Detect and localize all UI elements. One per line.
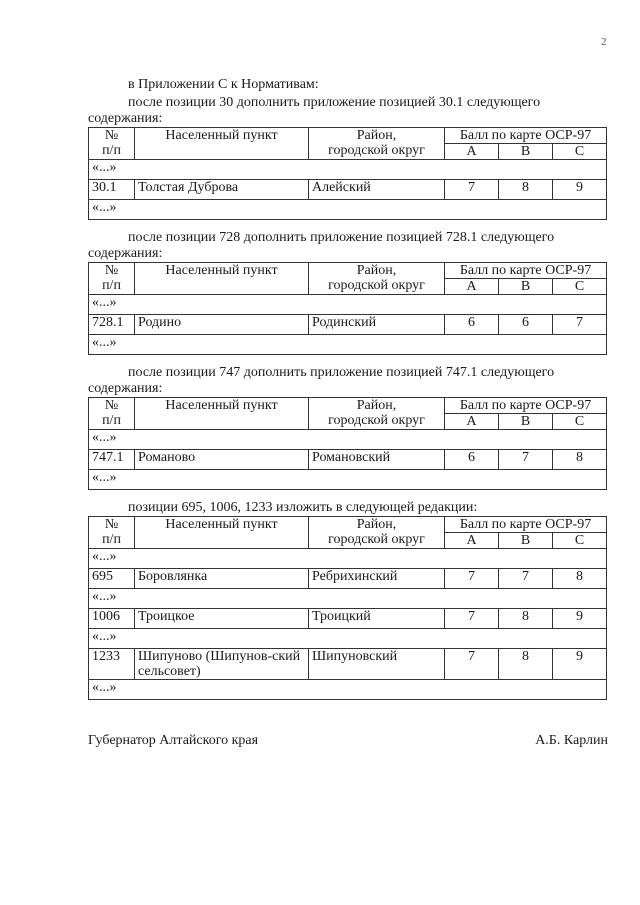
header-district-line2: городской округ bbox=[328, 413, 425, 428]
header-num bbox=[89, 517, 135, 549]
row-place: Шипуново (Шипунов-ский сельсовет) bbox=[135, 649, 309, 680]
header-c: С bbox=[553, 144, 607, 160]
header-num-line2: п/п bbox=[102, 532, 121, 547]
row-num: 1006 bbox=[89, 609, 135, 629]
header-score: Балл по карте ОСР-97 bbox=[445, 398, 607, 414]
row-num: 1233 bbox=[89, 649, 135, 680]
row-score-a: 7 bbox=[445, 569, 499, 589]
header-place: Населенный пункт bbox=[135, 263, 309, 295]
positions-table bbox=[88, 516, 607, 700]
row-place: Толстая Дуброва bbox=[135, 180, 309, 200]
intro-paragraph: в Приложении С к Нормативам: bbox=[128, 77, 319, 92]
header-num bbox=[89, 398, 135, 430]
header-num-line1: № bbox=[104, 517, 119, 532]
row-score-b: 7 bbox=[499, 569, 553, 589]
header-district-line1: Район, bbox=[356, 517, 397, 532]
sections-container bbox=[88, 95, 608, 700]
positions-table bbox=[88, 262, 607, 355]
header-b: В bbox=[499, 414, 553, 430]
header-num bbox=[89, 263, 135, 295]
row-score-b: 8 bbox=[499, 180, 553, 200]
header-c: С bbox=[553, 279, 607, 295]
header-district-line2: городской округ bbox=[328, 278, 425, 293]
header-score: Балл по карте ОСР-97 bbox=[445, 263, 607, 279]
row-score-c: 7 bbox=[553, 315, 607, 335]
row-district: Родинский bbox=[309, 315, 445, 335]
header-district-line1: Район, bbox=[356, 128, 397, 143]
row-district: Троицкий bbox=[309, 609, 445, 629]
header-a: А bbox=[445, 279, 499, 295]
header-a: А bbox=[445, 533, 499, 549]
ellipsis-row: «...» bbox=[89, 549, 607, 569]
header-district-line1: Район, bbox=[356, 398, 397, 413]
row-place: Романово bbox=[135, 450, 309, 470]
header-num-line2: п/п bbox=[102, 278, 121, 293]
positions-table bbox=[88, 127, 607, 220]
header-num bbox=[89, 128, 135, 160]
row-score-c: 9 bbox=[553, 180, 607, 200]
row-score-a: 6 bbox=[445, 315, 499, 335]
header-district bbox=[309, 398, 445, 430]
row-score-c: 9 bbox=[553, 649, 607, 680]
header-b: В bbox=[499, 144, 553, 160]
section-intro: после позиции 728 дополнить приложение позицией 728.1 следующего содержания: bbox=[88, 230, 555, 261]
header-district-line2: городской округ bbox=[328, 532, 425, 547]
header-a: А bbox=[445, 144, 499, 160]
row-score-b: 7 bbox=[499, 450, 553, 470]
ellipsis-row: «...» bbox=[89, 470, 607, 490]
header-c: С bbox=[553, 533, 607, 549]
header-num-line1: № bbox=[104, 128, 119, 143]
row-score-a: 6 bbox=[445, 450, 499, 470]
header-district-line2: городской округ bbox=[328, 143, 425, 158]
row-place: Боровлянка bbox=[135, 569, 309, 589]
header-c: С bbox=[553, 414, 607, 430]
signature-block bbox=[88, 733, 608, 749]
row-score-c: 8 bbox=[553, 569, 607, 589]
row-num: 695 bbox=[89, 569, 135, 589]
row-place: Троицкое bbox=[135, 609, 309, 629]
row-place: Родино bbox=[135, 315, 309, 335]
header-num-line1: № bbox=[104, 398, 119, 413]
row-score-c: 9 bbox=[553, 609, 607, 629]
row-score-a: 7 bbox=[445, 649, 499, 680]
header-place: Населенный пункт bbox=[135, 128, 309, 160]
header-district bbox=[309, 263, 445, 295]
header-district bbox=[309, 128, 445, 160]
ellipsis-row: «...» bbox=[89, 589, 607, 609]
table-row bbox=[89, 649, 607, 680]
row-num: 747.1 bbox=[89, 450, 135, 470]
table-row bbox=[89, 609, 607, 629]
row-score-b: 8 bbox=[499, 649, 553, 680]
ellipsis-row: «...» bbox=[89, 335, 607, 355]
row-score-c: 8 bbox=[553, 450, 607, 470]
header-score: Балл по карте ОСР-97 bbox=[445, 517, 607, 533]
positions-table bbox=[88, 397, 607, 490]
row-score-a: 7 bbox=[445, 180, 499, 200]
row-score-b: 8 bbox=[499, 609, 553, 629]
header-b: В bbox=[499, 279, 553, 295]
ellipsis-row: «...» bbox=[89, 295, 607, 315]
row-score-a: 7 bbox=[445, 609, 499, 629]
row-district: Алейский bbox=[309, 180, 445, 200]
ellipsis-row: «...» bbox=[89, 629, 607, 649]
header-num-line2: п/п bbox=[102, 143, 121, 158]
row-score-b: 6 bbox=[499, 315, 553, 335]
header-b: В bbox=[499, 533, 553, 549]
table-row bbox=[89, 180, 607, 200]
table-row bbox=[89, 450, 607, 470]
header-place: Населенный пункт bbox=[135, 517, 309, 549]
header-a: А bbox=[445, 414, 499, 430]
ellipsis-row: «...» bbox=[89, 160, 607, 180]
page-number: 2 bbox=[601, 36, 607, 48]
signatory-position: Губернатор Алтайского края bbox=[88, 733, 259, 748]
row-num: 30.1 bbox=[89, 180, 135, 200]
table-row bbox=[89, 569, 607, 589]
document-body bbox=[88, 77, 608, 700]
header-district-line1: Район, bbox=[356, 263, 397, 278]
row-district: Романовский bbox=[309, 450, 445, 470]
header-num-line2: п/п bbox=[102, 413, 121, 428]
section-intro: после позиции 30 дополнить приложение позицией 30.1 следующего содержания: bbox=[88, 95, 541, 126]
row-district: Шипуновский bbox=[309, 649, 445, 680]
section-intro: позиции 695, 1006, 1233 изложить в следующей редакции: bbox=[128, 500, 478, 515]
header-score: Балл по карте ОСР-97 bbox=[445, 128, 607, 144]
header-place: Населенный пункт bbox=[135, 398, 309, 430]
ellipsis-row: «...» bbox=[89, 680, 607, 700]
row-num: 728.1 bbox=[89, 315, 135, 335]
header-district bbox=[309, 517, 445, 549]
ellipsis-row: «...» bbox=[89, 430, 607, 450]
ellipsis-row: «...» bbox=[89, 200, 607, 220]
header-num-line1: № bbox=[104, 263, 119, 278]
section-intro: после позиции 747 дополнить приложение позицией 747.1 следующего содержания: bbox=[88, 365, 555, 396]
row-district: Ребрихинский bbox=[309, 569, 445, 589]
table-row bbox=[89, 315, 607, 335]
signatory-name: А.Б. Карлин bbox=[535, 733, 608, 748]
